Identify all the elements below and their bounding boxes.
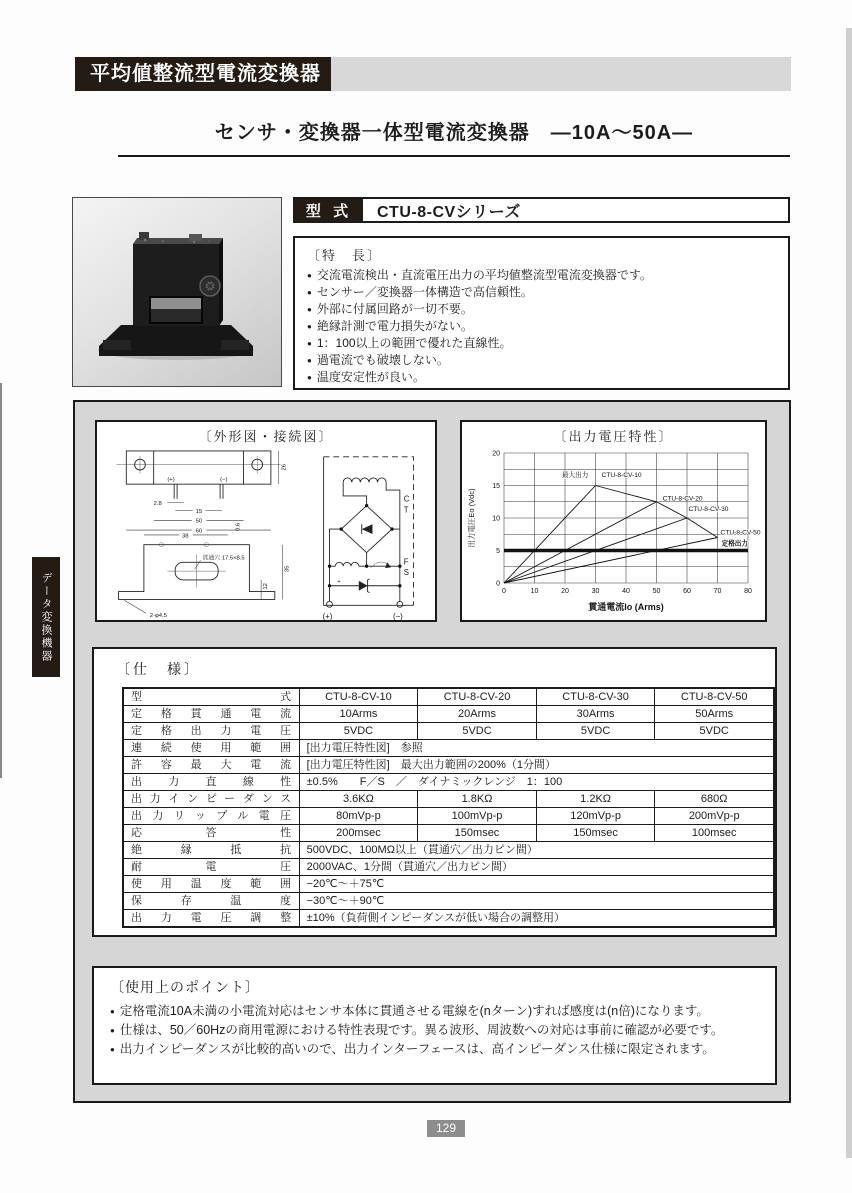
y-tick-label: 20: [492, 450, 500, 458]
usage-heading: 〔使用上のポイント〕: [110, 979, 260, 995]
spec-row: [123, 791, 774, 808]
spec-model-header: CTU-8-CV-10: [299, 688, 418, 706]
dim-50: 50: [195, 518, 203, 525]
bullet-icon: ●: [110, 1045, 115, 1054]
spec-span-value: [出力電圧特性図] 最大出力範囲の200%（1分間）: [299, 757, 774, 774]
series-CTU-8-CV-20: [504, 502, 657, 583]
spec-row: [123, 842, 774, 859]
spec-row: [123, 774, 774, 791]
features-box: [293, 236, 790, 390]
spec-value: 200msec: [299, 825, 418, 842]
spec-value: 5VDC: [418, 723, 537, 740]
y-tick-label: 10: [492, 515, 500, 523]
model-label: 型 式: [295, 199, 363, 221]
x-tick-label: 50: [652, 588, 661, 595]
dim-60: 60: [195, 528, 203, 535]
spec-row-label: 連続使用範囲: [123, 740, 299, 757]
spec-value: 50Arms: [655, 706, 774, 723]
spec-value: 150msec: [418, 825, 537, 842]
circuit-c-label: C: [403, 494, 410, 504]
x-tick-label: 0: [502, 588, 506, 595]
dim-12: 12: [262, 583, 269, 590]
spec-header-row: [123, 688, 774, 706]
spec-span-value: 500VDC、100MΩ以上（貫通穴／出力ピン間）: [299, 842, 774, 859]
spec-row-label: 耐電圧: [123, 859, 299, 876]
spec-row-label: 使用温度範囲: [123, 876, 299, 893]
bullet-icon: ●: [307, 271, 312, 280]
spec-row: [123, 723, 774, 740]
feature-item: [307, 335, 776, 352]
outline-drawing-box: [95, 420, 437, 622]
spec-value: 5VDC: [299, 723, 418, 740]
dim-35: 35: [284, 565, 291, 573]
spec-row-label: 保存温度: [123, 893, 299, 910]
series-CTU-8-CV-50: [504, 538, 718, 584]
usage-item: [110, 1002, 759, 1021]
dim-2-8: 2.8: [153, 501, 162, 508]
page-number: 129: [427, 1120, 465, 1137]
usage-text: 定格電流10A未満の小電流対応はセンサ本体に貫通させる電線を(nターン)すれば感度は(n倍)になります。: [119, 1004, 709, 1018]
spec-value: 120mVp-p: [536, 808, 655, 825]
spec-value: 680Ω: [655, 791, 774, 808]
feature-item: [307, 318, 776, 335]
outline-connection-diagram: [97, 445, 435, 621]
spec-span-value: [出力電圧特性図] 参照: [299, 740, 774, 757]
content-container: [73, 400, 791, 1103]
x-tick-label: 80: [744, 588, 752, 595]
usage-item: [110, 1040, 759, 1059]
spec-value: 10Arms: [299, 706, 418, 723]
x-tick-label: 20: [561, 588, 569, 595]
spec-model-header: CTU-8-CV-30: [536, 688, 655, 706]
bullet-icon: ●: [307, 288, 312, 297]
x-tick-label: 10: [530, 588, 539, 595]
x-tick-label: 70: [713, 588, 722, 595]
category-bar: 平均値整流型電流変換器: [75, 57, 331, 91]
scan-edge-left: [0, 383, 2, 778]
spec-row: [123, 740, 774, 757]
spec-value: 1.2KΩ: [536, 791, 655, 808]
feature-item: [307, 284, 776, 301]
output-voltage-chart: [462, 445, 761, 621]
circuit-t-label: T: [403, 505, 409, 515]
spec-row-label: 許容最大電流: [123, 757, 299, 774]
spec-value: 30Arms: [536, 706, 655, 723]
spec-value: 80mVp-p: [299, 808, 418, 825]
spec-row-label: 絶縁抵抗: [123, 842, 299, 859]
terminal-minus-label: (−): [392, 611, 403, 621]
dim-26: 26: [281, 463, 288, 471]
spec-header-label: 型式: [123, 688, 299, 706]
chart-annotation: CTU-8-CV-20: [662, 495, 703, 503]
outline-heading: 〔外形図・接続図〕: [198, 429, 334, 444]
feature-text: 交流電流検出・直流電圧出力の平均値整流型電流変換器です。: [316, 268, 652, 282]
spec-value: 20Arms: [418, 706, 537, 723]
spec-value: 5VDC: [536, 723, 655, 740]
spec-row-label: 定格貫通電流: [123, 706, 299, 723]
feature-text: 外部に付属回路が一切不要。: [316, 302, 473, 316]
circuit-s-label: S: [403, 568, 409, 578]
bullet-icon: ●: [307, 305, 312, 314]
x-tick-label: 30: [591, 588, 600, 595]
chart-box: [460, 420, 767, 622]
spec-row-label: 出力直線性: [123, 774, 299, 791]
spec-table: [122, 687, 775, 928]
spec-row: [123, 825, 774, 842]
spec-span-value: 2000VAC、1分間（貫通穴／出力ピン間）: [299, 859, 774, 876]
transducer-image: [73, 198, 279, 384]
dim-38: 38: [181, 533, 189, 540]
features-heading: 〔特 長〕: [307, 248, 383, 263]
spec-heading: 〔仕 様〕: [116, 661, 201, 677]
pin-minus-label: (−): [220, 477, 228, 484]
usage-list: [110, 1002, 759, 1059]
y-axis-title: 出力電圧Eo (Vdc): [467, 488, 476, 548]
capacitor-plus: +: [337, 578, 341, 585]
bullet-icon: ●: [307, 373, 312, 382]
spec-row: [123, 893, 774, 910]
feature-text: 過電流でも破壊しない。: [316, 353, 449, 367]
through-hole-label: 貫通穴 17.5×8.5: [202, 555, 245, 562]
spec-row-label: 出力電圧調整: [123, 910, 299, 928]
spec-span-value: −30℃～＋90℃: [299, 893, 774, 910]
feature-item: [307, 369, 776, 386]
spec-box: [92, 647, 777, 937]
side-tab-category: データ変換機器: [32, 557, 60, 677]
spec-row: [123, 876, 774, 893]
spec-span-value: ±0.5% F／S ／ ダイナミックレンジ 1：100: [299, 774, 774, 791]
chart-annotation: CTU-8-CV-50: [720, 529, 761, 537]
spec-row: [123, 808, 774, 825]
x-axis-title: 貫通電流Io (Arms): [588, 602, 664, 612]
spec-row: [123, 706, 774, 723]
x-tick-label: 60: [683, 588, 691, 595]
bullet-icon: ●: [110, 1026, 115, 1035]
y-tick-label: 5: [496, 548, 500, 555]
bullet-icon: ●: [307, 322, 312, 331]
page-title: センサ・変換器一体型電流変換器 ―10A～50A―: [118, 116, 790, 157]
feature-text: センサー／変換器一体構造で高信頼性。: [316, 285, 533, 299]
chart-annotation: CTU-8-CV-30: [688, 505, 729, 513]
terminal-plus-label: (+): [322, 611, 333, 621]
spec-value: 3.6KΩ: [299, 791, 418, 808]
spec-value: 100msec: [655, 825, 774, 842]
feature-text: 絶縁計測で電力損失がない。: [316, 319, 473, 333]
spec-model-header: CTU-8-CV-20: [418, 688, 537, 706]
spec-row-label: 出力リップル電圧: [123, 808, 299, 825]
bullet-icon: ●: [307, 339, 312, 348]
mount-holes-label: 2-φ4.5: [149, 613, 167, 620]
usage-item: [110, 1021, 759, 1040]
spec-value: 1.8KΩ: [418, 791, 537, 808]
bullet-icon: ●: [307, 356, 312, 365]
chart-annotation: 最大出力: [561, 472, 589, 480]
spec-row-label: 定格出力電圧: [123, 723, 299, 740]
category-bar-extension: [331, 57, 791, 91]
feature-text: 温度安定性が良い。: [316, 370, 425, 384]
usage-text: 出力インピーダンスが比較的高いので、出力インターフェースは、高インピーダンス仕様に限定されます。: [119, 1042, 715, 1056]
product-photo: [72, 197, 282, 387]
spec-value: 5VDC: [655, 723, 774, 740]
y-tick-label: 0: [496, 580, 500, 588]
spec-span-value: −20℃～＋75℃: [299, 876, 774, 893]
spec-value: 150msec: [536, 825, 655, 842]
chart-annotation: 定格出力: [721, 540, 748, 548]
feature-item: [307, 352, 776, 369]
spec-row: [123, 859, 774, 876]
spec-model-header: CTU-8-CV-50: [655, 688, 774, 706]
spec-span-value: ±10%（負荷側インピーダンスが低い場合の調整用）: [299, 910, 774, 928]
feature-text: 1：100以上の範囲で優れた直線性。: [316, 336, 512, 350]
chart-annotation: CTU-8-CV-10: [601, 472, 642, 480]
spec-row-label: 応答性: [123, 825, 299, 842]
pin-plus-label: (+): [167, 477, 175, 484]
feature-item: [307, 301, 776, 318]
usage-text: 仕様は、50／60Hzの商用電源における特性表現です。異る波形、周波数への対応は事前に確認が必要です。: [119, 1023, 724, 1037]
scan-edge: [846, 28, 852, 1158]
spec-value: 200mVp-p: [655, 808, 774, 825]
bullet-icon: ●: [110, 1007, 115, 1016]
dim-15: 15: [195, 508, 203, 515]
model-value: CTU-8-CVシリーズ: [377, 203, 521, 221]
dim-0-6: 0.6: [235, 522, 242, 532]
model-bar: [293, 197, 790, 223]
spec-row: [123, 757, 774, 774]
spec-value: 100mVp-p: [418, 808, 537, 825]
spec-row-label: 出力インピーダンス: [123, 791, 299, 808]
features-list: [307, 267, 776, 386]
x-tick-label: 40: [622, 588, 630, 595]
y-tick-label: 15: [492, 483, 500, 490]
usage-box: [92, 966, 777, 1085]
circuit-f-label: F: [403, 557, 409, 567]
chart-heading: 〔出力電圧特性〕: [553, 429, 674, 444]
spec-row: [123, 910, 774, 928]
feature-item: [307, 267, 776, 284]
